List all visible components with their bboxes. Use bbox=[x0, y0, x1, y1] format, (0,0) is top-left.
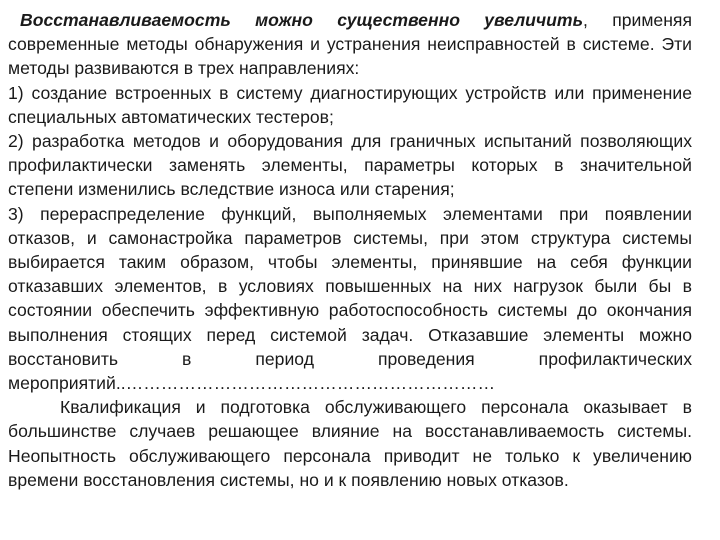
list-item-3-tail: мероприятий..……………………………………………………… bbox=[8, 373, 496, 394]
closing-paragraph: Квалификация и подготовка обслуживающего персонала оказывает в большинстве случаев решающее влияние на восстанавливаемость системы. Неопытность обслуживающего персонала приводит не только к увеличению времени восстановления системы, но и к появлению новых отказов. bbox=[8, 397, 692, 490]
list-item-2: 2) разработка методов и оборудования для граничных испытаний позволяющих профилактически заменять элементы, параметры которых в значительной степени изменились вследствие износа или старения; bbox=[8, 131, 692, 200]
intro-paragraph bbox=[8, 8, 692, 81]
list-item-1: 1) создание встроенных в систему диагностирующих устройств или применение специальных автоматических тестеров; bbox=[8, 82, 692, 127]
intro-rest: , применяя современные методы обнаружения и устранения неисправностей в системе. Эти методы развиваются в трех направлениях: bbox=[8, 10, 692, 79]
list-item-3: 3) перераспределение функций, выполняемых элементами при появлении отказов, и самонастройка параметров системы, при этом структура системы выбирается таким образом, чтобы элементы, принявшие на себя функции отказавших элементов, в условиях повышенных на них нагрузок были бы в состоянии обеспечить эффективную работоспособность системы до окончания выполнения стоящих перед системой задач. Отказавшие элементы можно восстановить в период проведения профилактических bbox=[8, 203, 692, 369]
intro-emphasis: Восстанавливаемость можно существенно увеличить bbox=[20, 10, 584, 30]
document-body bbox=[8, 8, 692, 492]
